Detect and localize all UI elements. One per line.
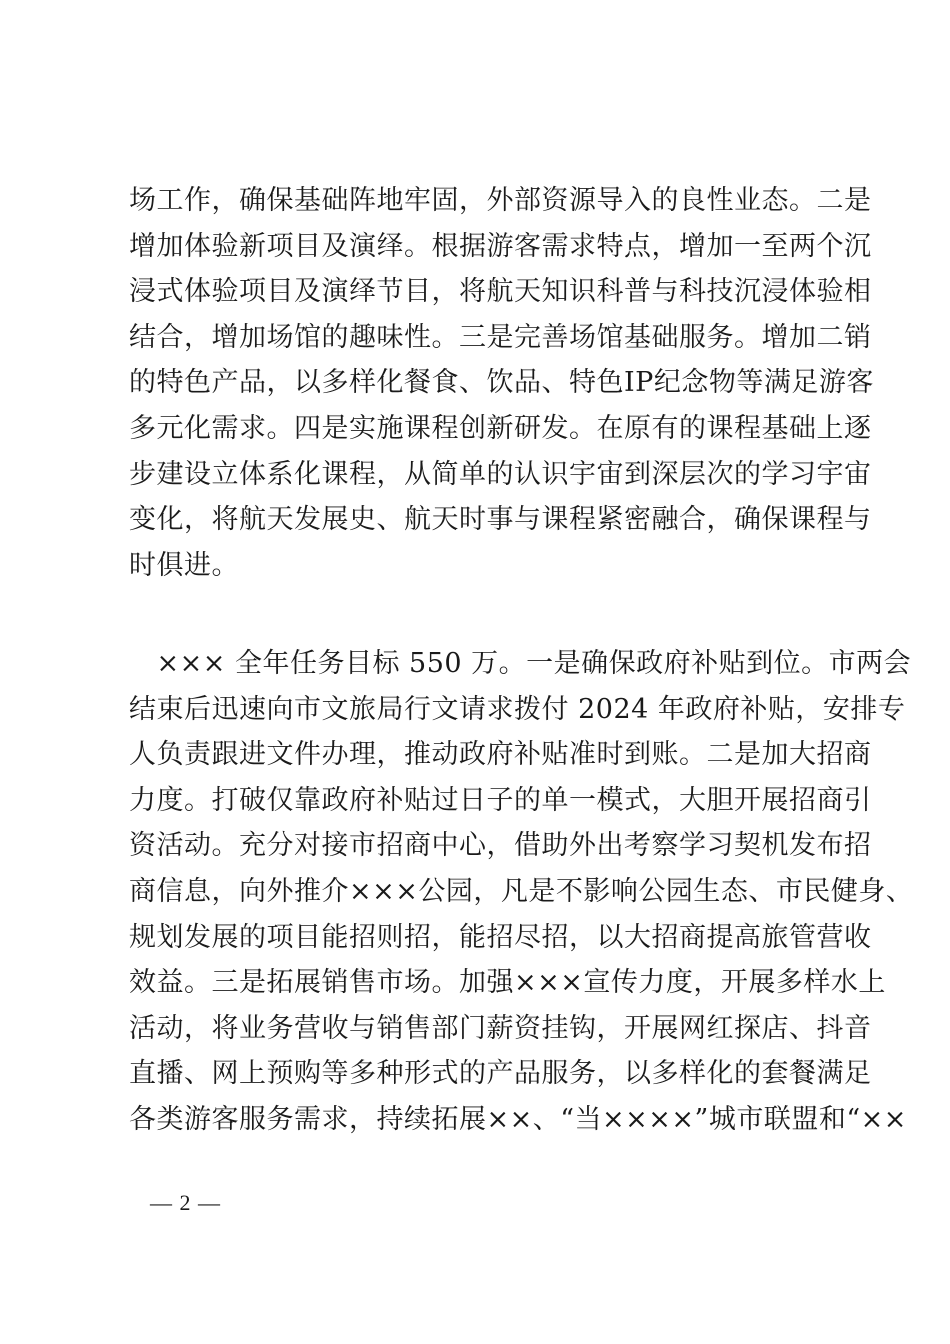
text-line: 的特色产品，以多样化餐食、饮品、特色IP纪念物等满足游客 (129, 367, 874, 399)
paragraph-1 (129, 178, 874, 588)
text-line: 各类游客服务需求，持续拓展××、“当××××”城市联盟和“×× (129, 1103, 907, 1135)
text-line: 步建设立体系化课程，从简单的认识宇宙到深层次的学习宇宙 (129, 458, 872, 490)
paragraph-2 (129, 641, 914, 1143)
text-line: 时俱进。 (129, 549, 239, 581)
text-line: 结束后迅速向市文旅局行文请求拨付 2024 年政府补贴，安排专 (129, 693, 906, 725)
text-line: 多元化需求。四是实施课程创新研发。在原有的课程基础上逐 (129, 412, 872, 444)
text-line: 力度。打破仅靠政府补贴过日子的单一模式，大胆开展招商引 (129, 784, 872, 816)
text-line: 变化，将航天发展史、航天时事与课程紧密融合，确保课程与 (129, 504, 872, 536)
text-line: ××× 全年任务目标 550 万。一是确保政府补贴到位。市两会 (129, 648, 912, 679)
text-line: 商信息，向外推介×××公园，凡是不影响公园生态、市民健身、 (129, 875, 914, 907)
text-line: 规划发展的项目能招则招，能招尽招，以大招商提高旅管营收 (129, 921, 872, 953)
text-line: 活动，将业务营收与销售部门薪资挂钩，开展网红探店、抖音 (129, 1012, 872, 1044)
text-line: 直播、网上预购等多种形式的产品服务，以多样化的套餐满足 (129, 1058, 872, 1090)
text-line: 效益。三是拓展销售市场。加强×××宣传力度，开展多样水上 (129, 967, 886, 999)
text-line: 结合，增加场馆的趣味性。三是完善场馆基础服务。增加二销 (129, 321, 872, 353)
text-line: 浸式体验项目及演绎节目，将航天知识科普与科技沉浸体验相 (129, 276, 872, 308)
text-line: 资活动。充分对接市招商中心，借助外出考察学习契机发布招 (129, 830, 872, 862)
text-line: 增加体验新项目及演绎。根据游客需求特点，增加一至两个沉 (129, 230, 872, 262)
page-number: — 2 — (150, 1190, 221, 1215)
text-line: 场工作，确保基础阵地牢固，外部资源导入的良性业态。二是 (129, 185, 872, 216)
text-line: 人负责跟进文件办理，推动政府补贴准时到账。二是加大招商 (129, 739, 872, 771)
